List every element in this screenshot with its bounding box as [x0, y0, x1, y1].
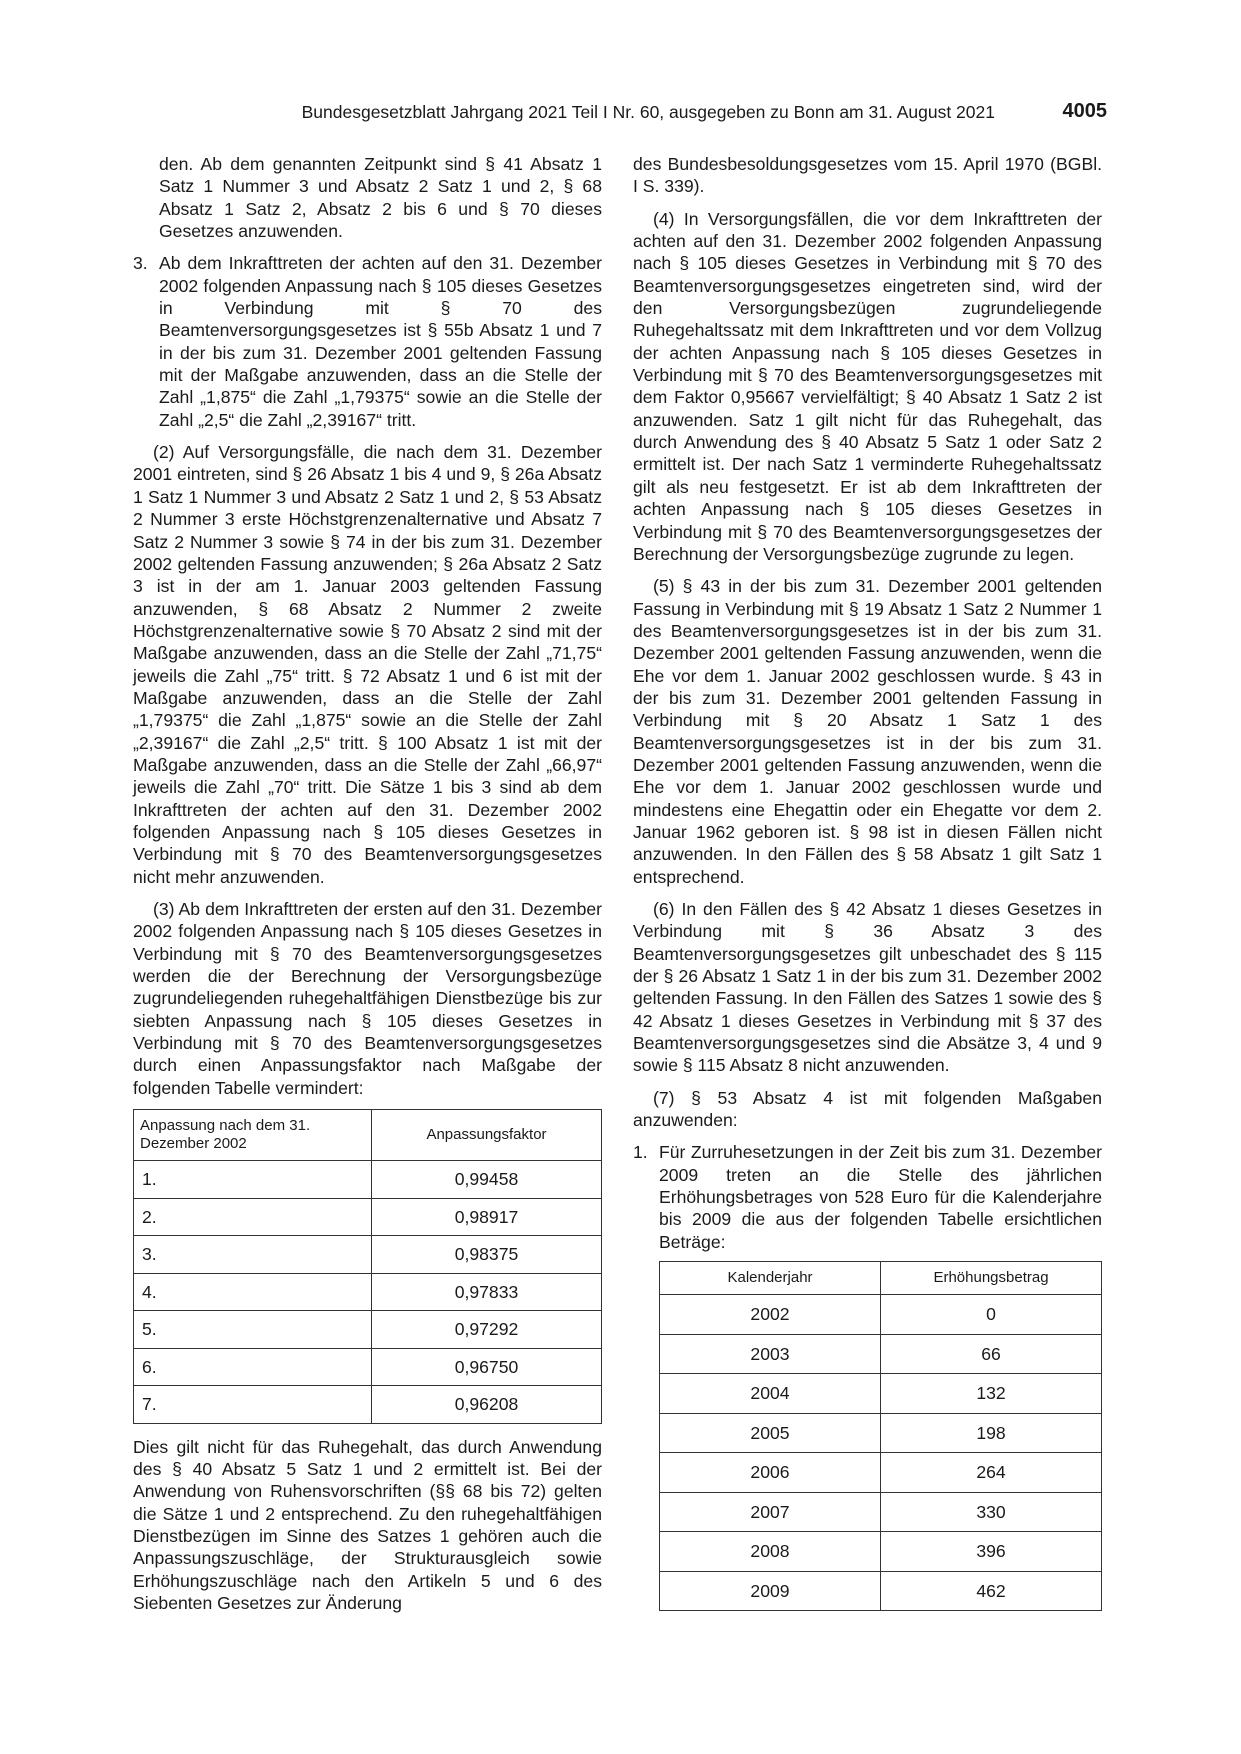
gazette-title: Bundesgesetzblatt Jahrgang 2021 Teil I Nr. 60, ausgegeben zu Bonn am 31. August 2021: [301, 102, 995, 122]
paragraph-6: (6) In den Fällen des § 42 Absatz 1 dieses Gesetzes in Verbindung mit § 36 Absatz 3 des Beamtenversorgungsgesetzes gilt unbeschadet des § 115 der § 26 Absatz 1 Satz 1 in der bis zum 31. Dezember 2002 geltenden Fassung. In den Fällen des Satzes 1 sowie des § 42 Absatz 1 dieses Gesetzes in Verbindung mit § 37 des Beamtenversorgungsgesetzes sind die Absätze 3, 4 und 9 sowie § 115 Absatz 8 nicht anzuwenden.: [633, 899, 1102, 1076]
paragraph-3-end: des Bundesbesoldungsgesetzes vom 15. April 1970 (BGBl. I S. 339).: [633, 154, 1102, 197]
continuation-text: den. Ab dem genannten Zeitpunkt sind § 41 Absatz 1 Satz 1 Nummer 3 und Absatz 2 Satz 1 und 2, § 68 Absatz 1 Satz 2, Absatz 2 bis 6 und § 70 dieses Gesetzes anzuwenden.: [159, 154, 602, 242]
table-row: [134, 1198, 602, 1236]
table-cell: 2.: [134, 1198, 372, 1236]
table-cell: 2008: [660, 1532, 881, 1572]
left-column: [133, 153, 602, 1624]
table-cell: 0,96208: [372, 1386, 602, 1424]
table-cell: 0,97292: [372, 1311, 602, 1349]
paragraph-2: (2) Auf Versorgungsfälle, die nach dem 31. Dezember 2001 eintreten, sind § 26 Absatz 1 bis 4 und 9, § 26a Absatz 1 Satz 1 Nummer 3 und Absatz 2 Satz 1 und 2, § 53 Absatz 2 Nummer 3 erste Höchstgrenzenalternative und Absatz 7 Satz 2 Nummer 3 sowie § 74 in der bis zum 31. Dezember 2002 geltenden Fassung anzuwenden; § 26a Absatz 2 Satz 3 ist in der am 1. Januar 2003 geltenden Fassung anzuwenden, § 68 Absatz 2 Nummer 2 zweite Höchstgrenzenalternative sowie § 70 Absatz 2 sind mit der Maßgabe anzuwenden, dass an die Stelle der Zahl „71,75“ jeweils die Zahl „75“ tritt. § 72 Absatz 1 und 6 ist mit der Maßgabe anzuwenden, dass an die Stelle der Zahl „1,79375“ die Zahl „1,875“ sowie an die Stelle der Zahl „2,39167“ die Zahl „2,5“ tritt. § 100 Absatz 1 ist mit der Maßgabe anzuwenden, dass an die Stelle der Zahl „66,97“ jeweils die Zahl „70“ tritt. Die Sätze 1 bis 3 sind ab dem Inkrafttreten der achten auf den 31. Dezember 2002 folgenden Anpassung nach § 105 dieses Gesetzes in Verbindung mit § 70 des Beamtenversorgungsgesetzes nicht mehr anzuwenden.: [133, 442, 602, 887]
column-header-adjustment: Anpassung nach dem 31. Dezember 2002: [134, 1110, 372, 1161]
table-cell: 0,98375: [372, 1236, 602, 1274]
table-row: [134, 1311, 602, 1349]
table-cell: 3.: [134, 1236, 372, 1274]
table-cell: 6.: [134, 1348, 372, 1386]
table-cell: 132: [881, 1374, 1102, 1414]
column-header-amount: Erhöhungsbetrag: [881, 1262, 1102, 1295]
table-row: [660, 1492, 1102, 1532]
table-cell: 2003: [660, 1334, 881, 1374]
column-header-year: Kalenderjahr: [660, 1262, 881, 1295]
paragraph-3-continued: Dies gilt nicht für das Ruhegehalt, das durch Anwendung des § 40 Absatz 5 Satz 1 und 2 ermittelt ist. Bei der Anwendung von Ruhensvorschriften (§§ 68 bis 72) gelten die Sätze 1 und 2 entsprechend. Zu den ruhegehaltfähigen Dienstbezügen im Sinne des Satzes 1 gehören auch die Anpassungszuschläge, der Strukturausgleich sowie Erhöhungszuschläge nach den Artikeln 5 und 6 des Siebenten Gesetzes zur Änderung: [133, 1436, 602, 1613]
adjustment-factor-table: [133, 1109, 602, 1424]
table-cell: 0,96750: [372, 1348, 602, 1386]
table-row: [134, 1236, 602, 1274]
table-row: [134, 1348, 602, 1386]
page-number: 4005: [1062, 100, 1107, 122]
table-row: [134, 1161, 602, 1199]
table-cell: 198: [881, 1413, 1102, 1453]
item-text: Ab dem Inkrafttreten der achten auf den 31. Dezember 2002 folgenden Anpassung nach § 105 dieses Gesetzes in Verbindung mit § 70 des Beamtenversorgungsgesetzes ist § 55b Absatz 1 und 7 in der bis zum 31. Dezember 2001 geltenden Fassung mit der Maßgabe anzuwenden, dass an die Stelle der Zahl „1,875“ die Zahl „1,79375“ sowie an die Stelle der Zahl „2,5“ die Zahl „2,39167“ tritt.: [159, 253, 602, 430]
table-cell: 66: [881, 1334, 1102, 1374]
table-row: [660, 1413, 1102, 1453]
paragraph-3: (3) Ab dem Inkrafttreten der ersten auf den 31. Dezember 2002 folgenden Anpassung nach § 105 dieses Gesetzes in Verbindung mit § 70 des Beamtenversorgungsgesetzes werden die der Berechnung der Versorgungsbezüge zugrundeliegenden ruhegehaltfähigen Dienstbezüge bis zur siebten Anpassung nach § 105 dieses Gesetzes in Verbindung mit § 70 des Beamtenversorgungsgesetzes durch einen Anpassungsfaktor nach Maßgabe der folgenden Tabelle vermindert:: [133, 899, 602, 1098]
item-1: [633, 1141, 1102, 1253]
table-cell: 2005: [660, 1413, 881, 1453]
table-cell: 7.: [134, 1386, 372, 1424]
item-3: [133, 252, 602, 431]
table-row: [134, 1273, 602, 1311]
table-row: [660, 1295, 1102, 1335]
table-row: [660, 1571, 1102, 1611]
table-row: [660, 1532, 1102, 1572]
table-cell: 2002: [660, 1295, 881, 1335]
table-cell: 2004: [660, 1374, 881, 1414]
increase-amount-table: [659, 1261, 1102, 1611]
table-cell: 0: [881, 1295, 1102, 1335]
table-header-row: [134, 1110, 602, 1161]
paragraph-5: (5) § 43 in der bis zum 31. Dezember 2001 geltenden Fassung in Verbindung mit § 19 Absatz 1 Satz 2 Nummer 1 des Beamtenversorgungsgesetzes ist in der bis zum 31. Dezember 2001 geltenden Fassung anzuwenden, wenn die Ehe vor dem 1. Januar 2002 geschlossen wurde. § 43 in der bis zum 31. Dezember 2001 geltenden Fassung in Verbindung mit § 20 Absatz 1 Satz 1 des Beamtenversorgungsgesetzes ist in der bis zum 31. Dezember 2001 geltenden Fassung anzuwenden, wenn die Ehe vor dem 1. Januar 2002 geschlossen wurde und mindestens eine Ehegattin oder ein Ehegatte vor dem 2. Januar 1962 geboren ist. § 98 ist in diesen Fällen nicht anzuwenden. In den Fällen des § 58 Absatz 1 gilt Satz 1 entsprechend.: [633, 576, 1102, 887]
table-cell: 396: [881, 1532, 1102, 1572]
item-number: 1.: [633, 1142, 648, 1163]
table-cell: 0,99458: [372, 1161, 602, 1199]
item-2-continuation: [133, 153, 602, 242]
paragraph-4: (4) In Versorgungsfällen, die vor dem Inkrafttreten der achten auf den 31. Dezember 2002 folgenden Anpassung nach § 105 dieses Gesetzes in Verbindung mit § 70 des Beamtenversorgungsgesetzes eingetreten sind, wird der den Versorgungsbezügen zugrundeliegende Ruhegehaltssatz mit dem Inkrafttreten und vor dem Vollzug der achten Anpassung nach § 105 dieses Gesetzes in Verbindung mit § 70 des Beamtenversorgungsgesetzes mit dem Faktor 0,95667 vervielfältigt; § 40 Absatz 1 Satz 2 ist anzuwenden. Satz 1 gilt nicht für das Ruhegehalt, das durch Anwendung des § 40 Absatz 5 Satz 1 oder Satz 2 ermittelt ist. Der nach Satz 1 verminderte Ruhegehaltssatz gilt als neu festgesetzt. Er ist ab dem Inkrafttreten der achten Anpassung nach § 105 dieses Gesetzes in Verbindung mit § 70 des Beamtenversorgungsgesetzes der Berechnung der Versorgungsbezüge zugrunde zu legen.: [633, 208, 1102, 564]
item-number: 3.: [133, 253, 148, 274]
table-row: [134, 1386, 602, 1424]
table-cell: 2009: [660, 1571, 881, 1611]
column-header-factor: Anpassungsfaktor: [372, 1110, 602, 1161]
table-header-row: [660, 1262, 1102, 1295]
table-cell: 0,98917: [372, 1198, 602, 1236]
item-text: Für Zurruhesetzungen in der Zeit bis zum 31. Dezember 2009 treten an die Stelle des jährlichen Erhöhungsbetrages von 528 Euro für die Kalenderjahre bis 2009 die aus der folgenden Tabelle ersichtlichen Beträge:: [659, 1142, 1102, 1252]
page-header: [0, 100, 1241, 126]
table-cell: 1.: [134, 1161, 372, 1199]
right-column: [633, 153, 1102, 1611]
table-cell: 330: [881, 1492, 1102, 1532]
table-cell: 5.: [134, 1311, 372, 1349]
table-cell: 264: [881, 1453, 1102, 1493]
table-row: [660, 1334, 1102, 1374]
table-cell: 2007: [660, 1492, 881, 1532]
table-cell: 4.: [134, 1273, 372, 1311]
paragraph-7: (7) § 53 Absatz 4 ist mit folgenden Maßgaben anzuwenden:: [633, 1087, 1102, 1131]
table-row: [660, 1374, 1102, 1414]
table-cell: 462: [881, 1571, 1102, 1611]
table-cell: 2006: [660, 1453, 881, 1493]
table-cell: 0,97833: [372, 1273, 602, 1311]
table-row: [660, 1453, 1102, 1493]
